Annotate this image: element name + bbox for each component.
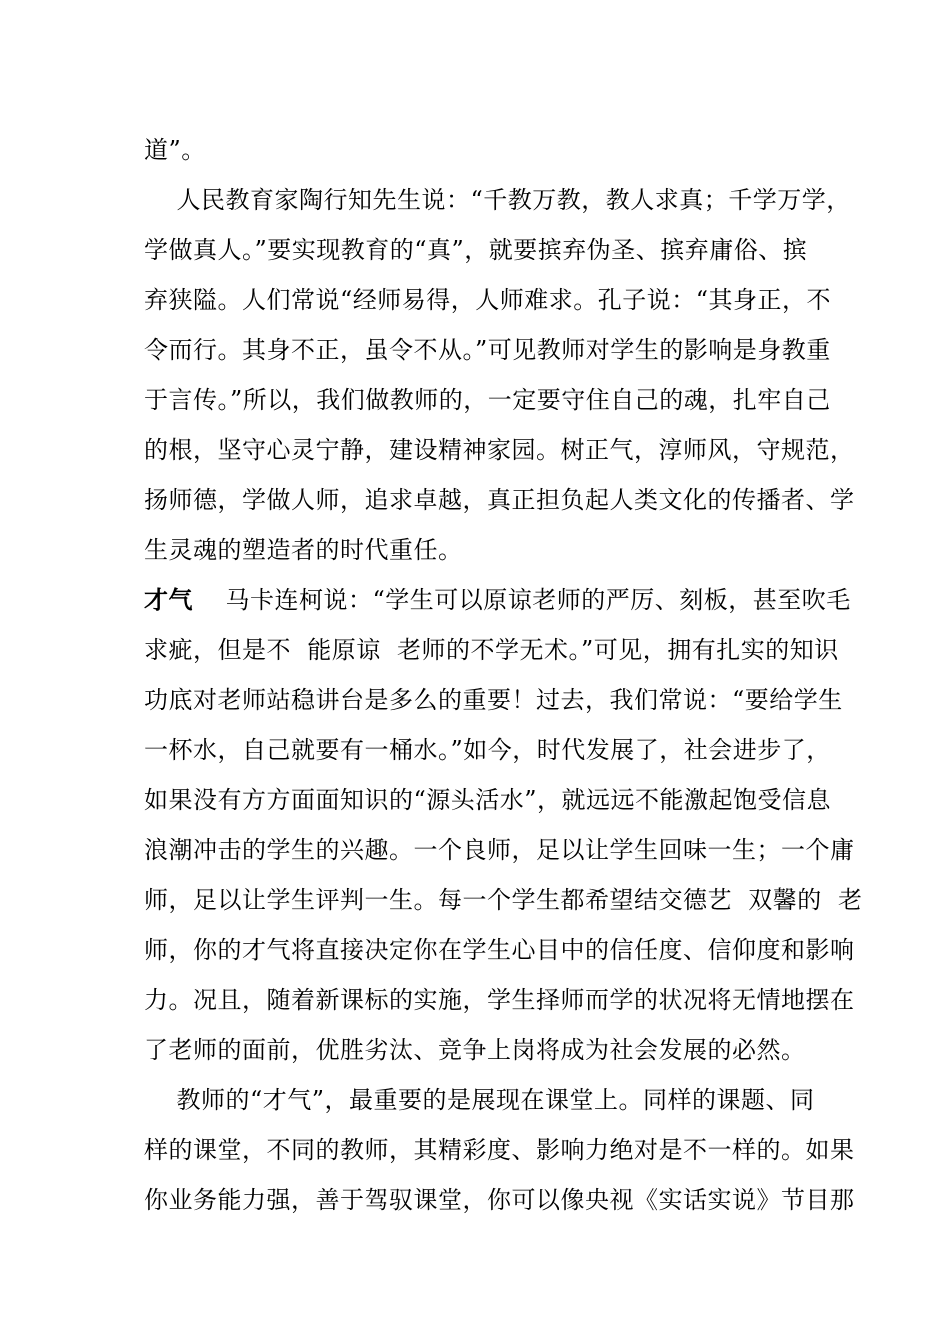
text-line: 浪潮冲击的学生的兴趣。一个良师，足以让学生回味一生；一个庸	[144, 836, 855, 864]
text-line: 功底对老师站稳讲台是多么的重要！过去，我们常说：“要给学生	[144, 686, 843, 714]
text-line: 了老师的面前，优胜劣汰、竞争上岗将成为社会发展的必然。	[144, 1036, 806, 1064]
section-first-line	[144, 584, 851, 616]
text-line: 学做真人。”要实现教育的“真”，就要摈弃伪圣、摈弃庸俗、摈	[144, 236, 808, 264]
text-line: 人民教育家陶行知先生说：“千教万教，教人求真；千学万学，	[144, 186, 851, 214]
text-line: 教师的“才气”，最重要的是展现在课堂上。同样的课题、同	[144, 1086, 815, 1114]
text-line: 力。况且，随着新课标的实施，学生择师而学的状况将无情地摆在	[144, 986, 855, 1014]
text-line: 于言传。”所以，我们做教师的，一定要守住自己的魂，扎牢自己	[144, 386, 831, 414]
text-line: 的根，坚守心灵宁静，建设精神家园。树正气，淳师风，守规范，	[144, 436, 855, 464]
text-line: 样的课堂，不同的教师，其精彩度、影响力绝对是不一样的。如果	[144, 1136, 855, 1164]
section-heading: 才气	[144, 586, 193, 614]
text-line: 扬师德，学做人师，追求卓越，真正担负起人类文化的传播者、学	[144, 486, 855, 514]
text-line: 生灵魂的塑造者的时代重任。	[144, 536, 463, 564]
text-line: 弃狭隘。人们常说“经师易得，人师难求。孔子说：“其身正，不	[144, 286, 832, 314]
text-line: 师，足以让学生评判一生。每一个学生都希望结交德艺 双馨的 老	[144, 886, 863, 914]
text-line: 令而行。其身不正，虽令不从。”可见教师对学生的影响是身教重	[144, 336, 831, 364]
text-line: 你业务能力强，善于驾驭课堂，你可以像央视《实话实说》节目那	[144, 1186, 855, 1214]
section-first-line-text: 马卡连柯说：“学生可以原谅老师的严厉、刻板，甚至吹毛	[193, 586, 851, 614]
text-line: 师，你的才气将直接决定你在学生心目中的信任度、信仰度和影响	[144, 936, 855, 964]
text-line: 求疵，但是不 能原谅 老师的不学无术。”可见，拥有扎实的知识	[144, 636, 839, 664]
text-line: 一杯水，自己就要有一桶水。”如今，时代发展了，社会进步了，	[144, 736, 831, 764]
text-line: 道”。	[144, 136, 206, 164]
text-line: 如果没有方方面面知识的“源头活水”，就远远不能激起饱受信息	[144, 786, 832, 814]
